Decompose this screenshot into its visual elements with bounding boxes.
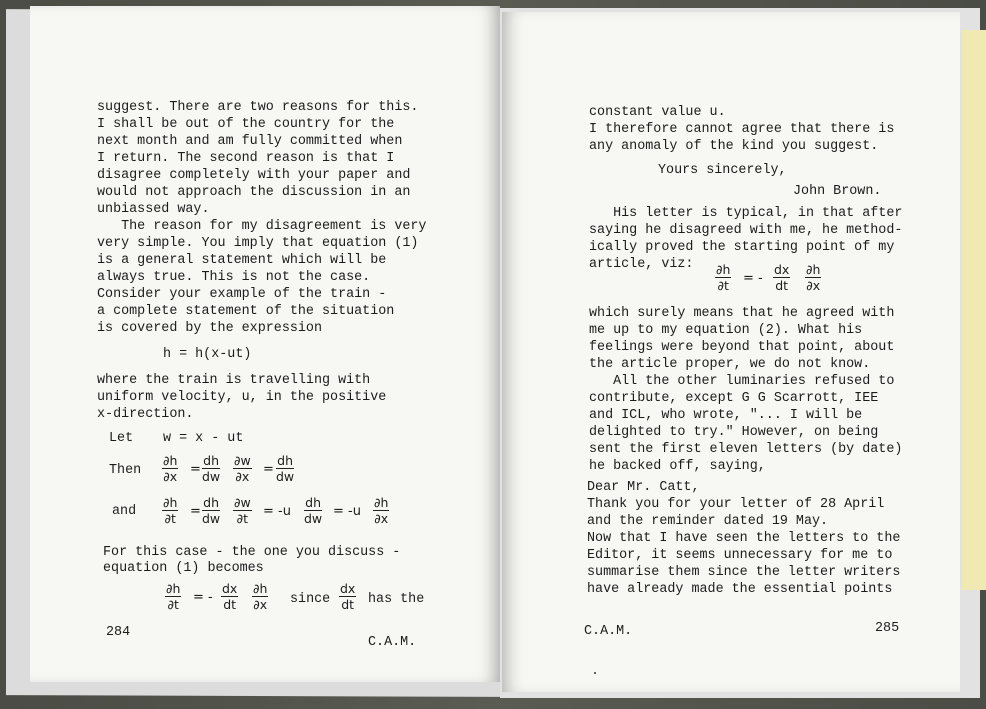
- denominator: ∂t: [164, 511, 176, 526]
- text-line: uniform velocity, u, in the positive: [97, 390, 387, 405]
- numerator: ∂h: [166, 581, 181, 596]
- equals-minus: = -: [193, 590, 213, 605]
- text-line: I return. The second reason is that I: [97, 151, 395, 166]
- text-line: I shall be out of the country for the: [97, 117, 395, 132]
- text-line: feelings were beyond that point, about: [589, 340, 895, 355]
- letter-line: Now that I have seen the letters to the: [587, 531, 901, 546]
- page-number: 285: [875, 621, 900, 636]
- text-line: is covered by the expression: [97, 321, 322, 336]
- denominator: ∂x: [374, 511, 389, 526]
- text-line: and ICL, who wrote, "... I will be: [589, 408, 863, 423]
- dh-over-dw: [202, 454, 220, 483]
- text-line: is a general statement which will be: [97, 253, 387, 268]
- text-line: sent the first eleven letters (by date): [589, 442, 903, 457]
- denominator: dw: [304, 511, 323, 526]
- denominator: ∂t: [717, 278, 729, 293]
- equals: =: [263, 462, 274, 477]
- partial-w-over-x: [233, 454, 252, 483]
- denominator: dw: [202, 511, 221, 526]
- partial-h-over-x: [162, 454, 178, 483]
- denominator: dt: [341, 597, 355, 612]
- since-word: since: [290, 592, 331, 607]
- text-line: a complete statement of the situation: [97, 304, 395, 319]
- text-line: would not approach the discussion in an: [97, 185, 411, 200]
- equals: =: [190, 462, 201, 477]
- denominator: dt: [223, 597, 237, 612]
- denominator: ∂x: [806, 278, 821, 293]
- numerator: dh: [203, 495, 220, 510]
- denominator: ∂t: [236, 511, 249, 526]
- text-line: For this case - the one you discuss -: [103, 545, 401, 560]
- text-line: Consider your example of the train -: [97, 287, 387, 302]
- partial-h-over-t: [715, 263, 731, 292]
- dh-over-dw: [304, 496, 322, 525]
- text-line: contribute, except G G Scarrott, IEE: [589, 391, 879, 406]
- equals-minus-u: = -u: [263, 504, 291, 519]
- denominator: ∂x: [253, 597, 268, 612]
- denominator: dw: [202, 469, 221, 484]
- denominator: dt: [775, 278, 789, 293]
- and-label: and: [112, 504, 137, 519]
- speck: [594, 672, 596, 674]
- numerator: ∂h: [163, 495, 178, 510]
- partial-w-over-t: [233, 496, 252, 525]
- denominator: dw: [276, 469, 295, 484]
- text-line: All the other luminaries refused to: [589, 374, 895, 389]
- text-line: ically proved the starting point of my: [589, 240, 895, 255]
- text-line: suggest. There are two reasons for this.: [97, 100, 419, 115]
- equals: =: [190, 504, 201, 519]
- text-line: The reason for my disagreement is very: [97, 219, 427, 234]
- text-line: any anomaly of the kind you suggest.: [589, 139, 879, 154]
- partial-h-over-t: [162, 496, 178, 525]
- footer-initials: C.A.M.: [584, 624, 633, 639]
- text-line: he backed off, saying,: [589, 459, 766, 474]
- text-line: article, viz:: [589, 257, 694, 272]
- equals-minus: = -: [743, 271, 763, 286]
- text-line: His letter is typical, in that after: [589, 206, 903, 221]
- numerator: dh: [305, 495, 322, 510]
- numerator: dx: [774, 262, 790, 277]
- right-page: [502, 12, 960, 692]
- partial-h-over-x: [805, 263, 821, 292]
- numerator: ∂w: [234, 453, 251, 468]
- denominator: ∂x: [163, 469, 178, 484]
- numerator: dx: [222, 581, 238, 596]
- left-page: [30, 6, 500, 682]
- numerator: ∂h: [716, 262, 731, 277]
- text-line: the article proper, we do not know.: [589, 357, 871, 372]
- text-line: saying he disagreed with me, he method-: [589, 223, 903, 238]
- letter-line: and the reminder dated 19 May.: [587, 514, 829, 529]
- text-line: next month and am fully committed when: [97, 134, 403, 149]
- text-line: always true. This is not the case.: [97, 270, 371, 285]
- then-label: Then: [109, 463, 142, 478]
- letter-line: Thank you for your letter of 28 April: [587, 497, 885, 512]
- denominator: ∂t: [167, 597, 179, 612]
- letter-line: summarise them since the letter writers: [587, 565, 901, 580]
- partial-h-over-x: [373, 496, 389, 525]
- page-number: 284: [106, 625, 131, 640]
- numerator: ∂h: [163, 453, 178, 468]
- numerator: dx: [340, 581, 356, 596]
- dx-over-dt: [773, 263, 790, 292]
- text-line: which surely means that he agreed with: [589, 306, 895, 321]
- dh-over-dw: [276, 454, 294, 483]
- numerator: dh: [203, 453, 220, 468]
- text-line: I therefore cannot agree that there is: [589, 122, 895, 137]
- numerator: dh: [277, 453, 294, 468]
- dx-over-dt: [221, 582, 238, 611]
- numerator: ∂h: [374, 495, 389, 510]
- denominator: ∂x: [235, 469, 250, 484]
- text-line: where the train is travelling with: [97, 373, 371, 388]
- text-line: me up to my equation (2). What his: [589, 323, 863, 338]
- text-line: very simple. You imply that equation (1): [97, 236, 419, 251]
- dx-over-dt: [339, 582, 356, 611]
- text-line: x-direction.: [97, 407, 194, 422]
- has-the-words: has the: [368, 592, 425, 607]
- partial-h-over-t: [165, 582, 181, 611]
- letter-line: Editor, it seems unnecessary for me to: [587, 548, 893, 563]
- expression: h = h(x-ut): [163, 347, 252, 362]
- letter-signature: John Brown.: [793, 184, 882, 199]
- let-expression: w = x - ut: [163, 431, 244, 446]
- let-label: Let: [109, 431, 134, 446]
- text-line: constant value u.: [589, 105, 726, 120]
- yellow-insert-sheet: [962, 30, 986, 590]
- text-line: disagree completely with your paper and: [97, 168, 411, 183]
- text-line: equation (1) becomes: [103, 561, 264, 576]
- numerator: ∂h: [806, 262, 821, 277]
- letter-line: have already made the essential points: [587, 582, 893, 597]
- numerator: ∂h: [253, 581, 268, 596]
- equals-minus-u: = -u: [333, 504, 361, 519]
- text-line: delighted to try." However, on being: [589, 425, 879, 440]
- numerator: ∂w: [234, 495, 251, 510]
- footer-initials: C.A.M.: [368, 635, 417, 650]
- dh-over-dw: [202, 496, 220, 525]
- partial-h-over-x: [252, 582, 268, 611]
- text-line: unbiassed way.: [97, 202, 210, 217]
- letter-closing: Yours sincerely,: [658, 163, 787, 178]
- letter-line: Dear Mr. Catt,: [587, 480, 700, 495]
